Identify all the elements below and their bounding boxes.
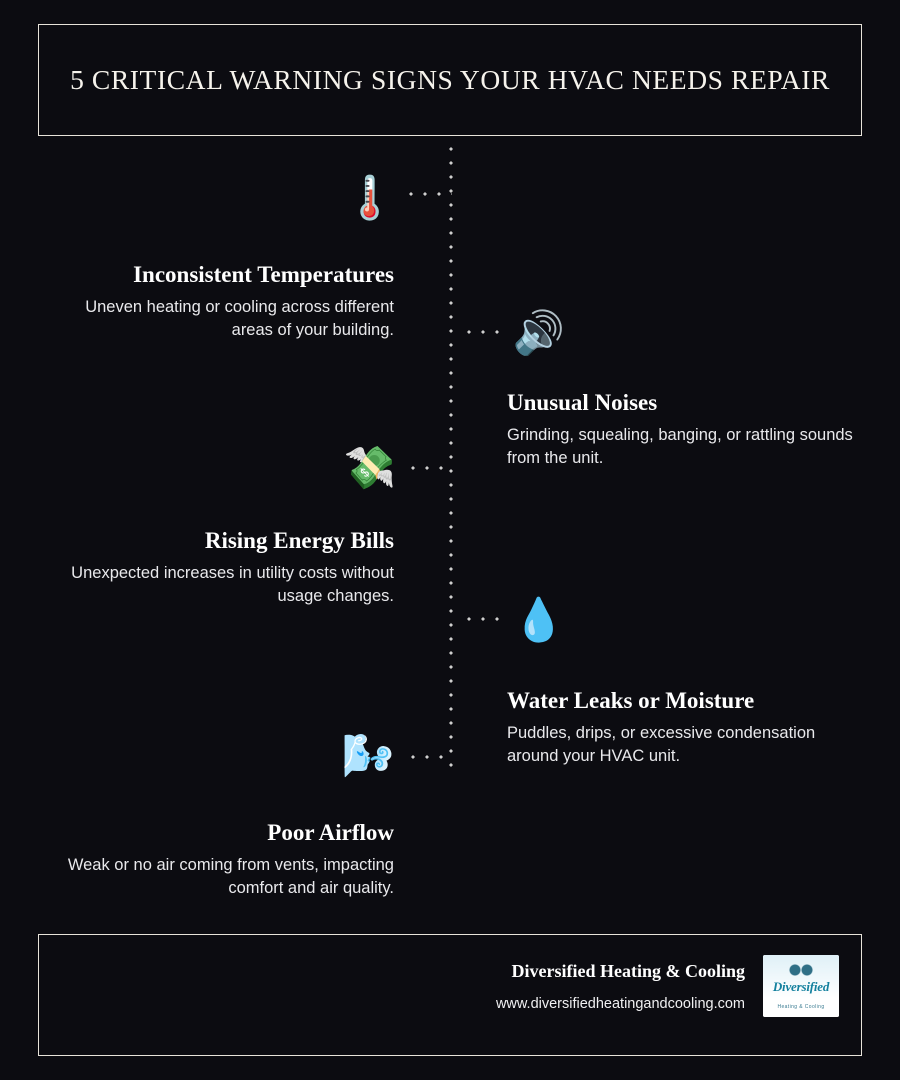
logo-figures-icon: [786, 959, 816, 979]
header-box: [38, 24, 862, 136]
footer-content: [496, 955, 839, 1017]
company-logo: [763, 955, 839, 1017]
page-title: 5 CRITICAL WARNING SIGNS YOUR HVAC NEEDS REPAIR: [70, 64, 830, 95]
step-description: Uneven heating or cooling across different areas of your building.: [85, 298, 394, 339]
icon-wind-blowing: 🌬️: [341, 732, 395, 779]
step-unusual-noises: [507, 390, 859, 469]
icon-speaker-noise: 🔊: [512, 309, 566, 356]
step-title: Poor Airflow: [267, 820, 394, 845]
step-inconsistent-temperatures: [50, 262, 394, 341]
step-rising-energy-bills: [50, 528, 394, 607]
timeline-dotted-line: [449, 142, 453, 772]
icon-money-with-wings: 💸: [343, 444, 397, 491]
step-description: Puddles, drips, or excessive condensation around your HVAC unit.: [507, 724, 816, 765]
connector-step-4: [462, 617, 508, 621]
logo-tagline: Heating & Cooling: [777, 1004, 825, 1010]
footer-box: [38, 934, 862, 1056]
step-title: Water Leaks or Moisture: [507, 688, 755, 713]
connector-step-2: [462, 330, 508, 334]
connector-step-1: [404, 192, 452, 196]
step-title: Rising Energy Bills: [204, 528, 394, 553]
step-poor-airflow: [50, 820, 394, 899]
icon-thermometer: 🌡️: [343, 174, 397, 221]
step-description: Weak or no air coming from vents, impacting comfort and air quality.: [67, 856, 394, 897]
footer-company-name: Diversified Heating & Cooling: [511, 960, 745, 981]
icon-water-droplet: 💧: [512, 596, 566, 643]
footer-website-url[interactable]: www.diversifiedheatingandcooling.com: [495, 995, 745, 1012]
step-title: Unusual Noises: [507, 390, 658, 415]
logo-wordmark: Diversified: [772, 979, 830, 994]
step-description: Grinding, squealing, banging, or rattling sounds from the unit.: [507, 426, 853, 467]
connector-step-5: [406, 755, 452, 759]
step-title: Inconsistent Temperatures: [133, 262, 394, 287]
step-water-leaks-or-moisture: [507, 688, 859, 767]
step-description: Unexpected increases in utility costs without usage changes.: [71, 564, 394, 605]
footer-text-block: [496, 961, 745, 1012]
connector-step-3: [406, 466, 452, 470]
